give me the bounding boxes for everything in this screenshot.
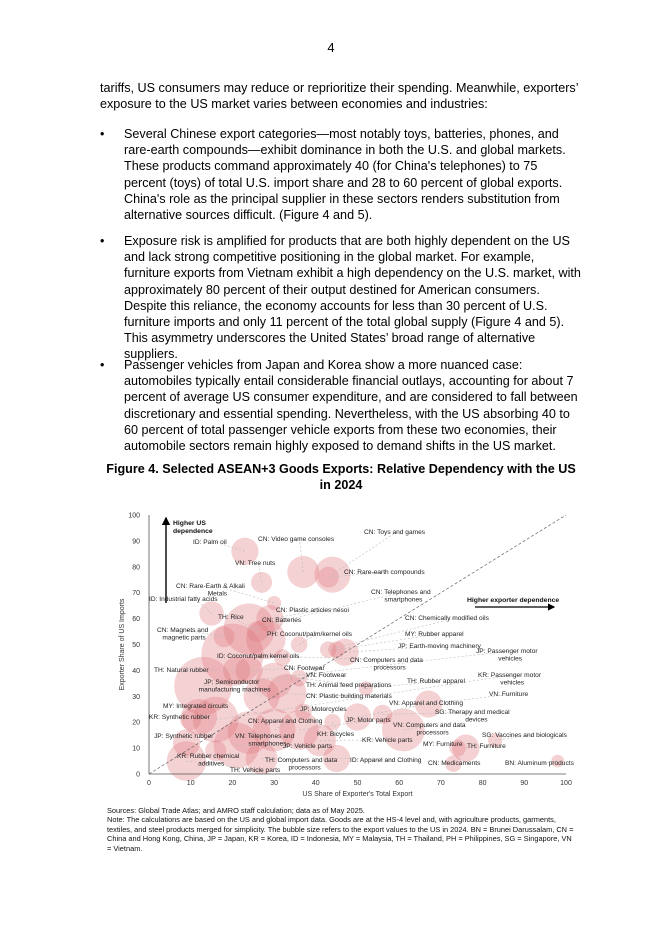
y-tick-label: 70: [132, 590, 140, 598]
bubble-label: ID: Industrial fatty acids: [149, 596, 218, 603]
bubble-label: JP: Earth-moving machinery: [398, 643, 481, 650]
x-tick-label: 90: [520, 780, 529, 787]
x-tick-label: 40: [311, 780, 320, 787]
bubble-label: CN: Apparel and Clothing: [248, 718, 323, 725]
bubble-label: CN: Telephones and: [371, 589, 431, 596]
y-tick-label: 50: [132, 642, 140, 649]
bubble-label-line2: processors: [416, 729, 449, 737]
figure-title: Figure 4. Selected ASEAN+3 Goods Exports: Relative Dependency with the US in 2024: [106, 462, 576, 492]
bubble-label: CN: Video game consoles: [258, 536, 335, 543]
bubble-label: JP: Synthetic rubber: [154, 733, 214, 740]
page-number: 4: [327, 40, 335, 55]
y-tick-label: 10: [132, 745, 140, 753]
bubble-label-line2: magnetic parts: [162, 634, 206, 642]
bubble-label-line2: vehicles: [500, 679, 525, 687]
x-tick-label: 80: [478, 780, 487, 787]
bullet-marker: •: [100, 127, 105, 141]
bubble-label: CN: Computers and data: [350, 657, 423, 664]
bubble-label: VN: Apparel and Clothing: [389, 700, 464, 707]
bullet-marker: •: [100, 358, 105, 372]
bullet-text: Exposure risk is amplified for products that are both highly dependent on the US and lack strong competitive positioning in the global market. For example, furniture exports from Vietnam exhibit a high dependency on the U.S. market, with approximately 80 percent of their output destined for American consumers. Despite this reliance, the economy accounts for less than 30 percent of U.S. furniture imports and only 11 percent of the total global supply (Figure 4 and 5). This asymmetry underscores the United States’ broad range of alternative suppliers.: [124, 234, 581, 362]
bubble-label-line2: manufacturing machines: [198, 686, 271, 694]
bubble-label: MY: Furniture: [423, 741, 463, 748]
bubble-label: CN: Rare-earth compounds: [344, 569, 425, 576]
x-tick-label: 100: [560, 780, 572, 787]
bubble-label-line2: processors: [288, 764, 321, 772]
y-tick-label: 100: [128, 512, 140, 520]
bubble-label: JP: Motor parts: [346, 717, 391, 724]
bubble-label: KR: Rubber chemical: [177, 753, 240, 760]
x-tick-label: 70: [437, 780, 445, 787]
intro-paragraph: tariffs, US consumers may reduce or reprioritize their spending. Meanwhile, exporters’ exposure to the US market varies between economies and industries:: [100, 81, 579, 112]
bubble-label: KH: Bicycles: [317, 731, 355, 738]
bubble-label: KR: Passenger motor: [478, 672, 542, 679]
x-tick-label: 0: [147, 780, 151, 787]
bubble-label: ID: Apparel and Clothing: [350, 757, 422, 764]
bubble-label: JP: Passenger motor: [476, 648, 538, 655]
bubble-label: CN: Chemically modified oils: [405, 615, 489, 622]
bubble-label: TH: Computers and data: [265, 757, 338, 764]
bubble-label: TH: Rice: [218, 614, 244, 621]
bubble-label: TH: Vehicle parts: [230, 767, 281, 774]
x-tick-label: 10: [186, 780, 195, 787]
x-tick-label: 30: [270, 780, 278, 787]
bullet-text: Passenger vehicles from Japan and Korea show a more nuanced case: automobiles typically entail considerable financial outlays, accounting for about 7 percent of average US consumer expenditure, and are considered to fall between discretionary and essential spending. Nevertheless, with the US absorbing 40 to 60 percent of total passenger vehicle exports from these two economies, their automobile sectors remain highly exposed to demand shifts in the US market.: [124, 358, 578, 454]
bubble-label: SG: Vaccines and biologicals: [482, 732, 567, 739]
y-tick-label: 80: [132, 564, 140, 572]
figure-note: Note: The calculations are based on the US and global import data. Goods are at the HS-4 level and, with agriculture products, garments, textiles, and steel products merged for simplicity. The bubble size refers to the export values to the US in 2024. BN = Brunei Darussalam, CN = China and Hong Kong, China, JP = Japan, KR = Korea, ID = Indonesia, MY = Malaysia, TH = Thailand, PH = Philippines, SG = Singapore, VN = Vietnam.: [107, 815, 574, 853]
bubble-label: JP: Vehicle parts: [283, 743, 333, 750]
bubble-label: ID: Palm oil: [193, 539, 227, 546]
y-tick-label: 90: [132, 538, 140, 546]
bubble-label: PH: Coconut/palm/kernel oils: [267, 631, 353, 638]
bubble-label: CN: Toys and games: [364, 529, 426, 536]
y-tick-label: 30: [132, 693, 140, 701]
bubble: [328, 641, 345, 658]
annotation-higher-us-dependence-line2: dependence: [173, 528, 213, 535]
bubble-label-line2: smartphones: [384, 596, 423, 604]
annotation-higher-exporter-dependence: Higher exporter dependence: [467, 597, 560, 604]
bubble-label: CN: Medicaments: [428, 760, 481, 767]
bubble-label: TH: Rubber apparel: [407, 678, 465, 685]
y-tick-label: 20: [132, 719, 140, 727]
x-tick-label: 50: [353, 780, 362, 787]
bubble-label: KR: Synthetic rubber: [149, 714, 210, 721]
figure-sources: Sources: Global Trade Atlas; and AMRO staff calculation; data as of May 2025.: [107, 806, 365, 815]
x-tick-label: 60: [395, 780, 404, 787]
bullet-marker: •: [100, 234, 105, 248]
bubble-label-line2: vehicles: [498, 655, 523, 663]
bubble-label: TH: Animal feed preparations: [306, 682, 392, 689]
y-tick-label: 0: [136, 771, 140, 779]
bubble-label: KR: Vehicle parts: [362, 737, 413, 744]
bubble-label: SG: Therapy and medical: [435, 709, 510, 716]
bubble-label: CN: Rare-Earth & Alkali: [176, 583, 245, 590]
figure-notes: [107, 806, 577, 853]
bubble-label: VN: Telephones and: [235, 733, 295, 740]
bubble-label: CN: Plastic articles nesoi: [276, 607, 349, 614]
bubble-label: MY: Rubber apparel: [405, 631, 464, 638]
bubble-label: CN: Magnets and: [157, 627, 209, 634]
bubble-label: VN: Footwear: [306, 672, 347, 679]
bubble-label: CN: Footwear: [284, 665, 325, 672]
bubble-label-line2: additives: [198, 760, 225, 768]
bubble-label: ID: Coconut/palm kernel oils: [217, 653, 300, 660]
x-tick-label: 20: [228, 780, 237, 787]
bubble-label: BN: Aluminum products: [505, 760, 574, 767]
bubble-label-line2: Metals: [207, 590, 228, 598]
bubble-label: VN: Computers and data: [393, 722, 466, 729]
bubble-label: CN: Plastic building materials: [306, 693, 392, 700]
bubble-label-line2: devices: [465, 716, 488, 724]
bubble-label: VN: Tree nuts: [235, 560, 276, 567]
bubble-label-line2: processors: [373, 664, 406, 672]
bubble-label: JP: Semiconductor: [204, 679, 260, 686]
bubble-label: TH: Natural rubber: [154, 667, 209, 674]
y-axis-title: Exporter Share of US Imports: [119, 598, 126, 691]
bullet-text: Several Chinese export categories—most notably toys, batteries, phones, and rare-earth compounds—exhibit dominance in both the U.S. and global markets. These products command approximately 40 (for China's telephones) to 75 percent (toys) of total U.S. import share and 28 to 60 percent of global exports. China's role as the principal supplier in these sectors renders substitution from alternative sources difficult. (Figure 4 and 5).: [124, 127, 566, 223]
bubble-label: VN: Furniture: [489, 691, 529, 698]
bubble-label-line2: smartphones: [248, 740, 287, 748]
bubble-label: TH: Furniture: [467, 743, 506, 750]
y-tick-label: 40: [132, 667, 140, 675]
x-axis-title: US Share of Exporter's Total Export: [302, 791, 413, 798]
annotation-higher-us-dependence: Higher US: [173, 520, 206, 527]
bubble-label: MY: Integrated circuits: [163, 703, 229, 710]
bubble-label: JP: Motorcycles: [300, 706, 347, 713]
bubble-label: CN: Batteries: [262, 617, 302, 624]
y-tick-label: 60: [132, 616, 140, 624]
